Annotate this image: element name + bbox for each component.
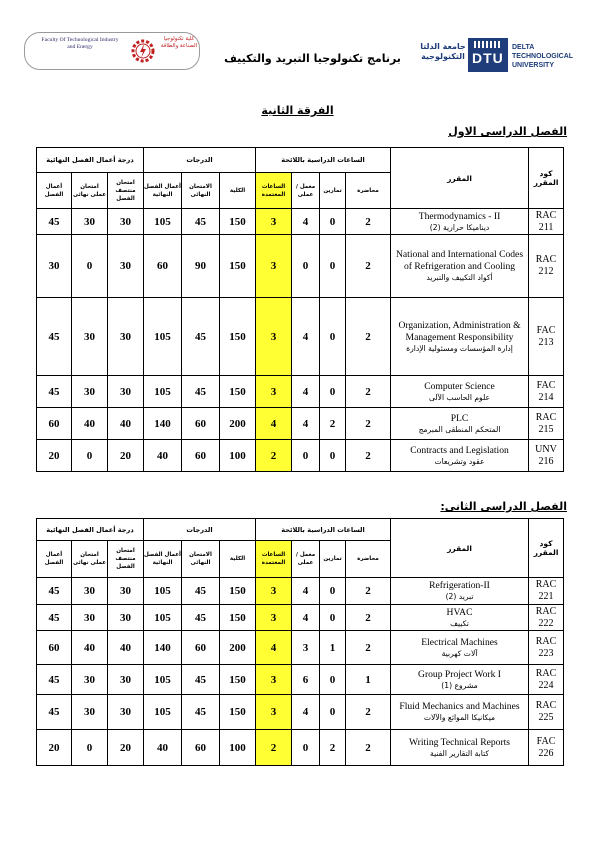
course-name-en: PLC (450, 412, 469, 424)
final-coursework-marks: 40 (144, 440, 182, 472)
practical-final-marks: 30 (72, 665, 108, 695)
course-name (391, 665, 529, 695)
exercise-hours: 1 (320, 631, 346, 665)
total-marks: 100 (220, 440, 256, 472)
exercise-hours: 0 (320, 376, 346, 408)
course-row (37, 408, 564, 440)
course-row (37, 440, 564, 472)
class-work-marks: 20 (37, 440, 72, 472)
course-code: RAC 223 (529, 631, 564, 665)
header-credit: الساعات المعتمدة (256, 173, 292, 209)
midterm-marks: 30 (108, 376, 144, 408)
university-name-en (512, 43, 582, 70)
midterm-marks: 30 (108, 665, 144, 695)
midterm-marks: 30 (108, 235, 144, 298)
midterm-marks: 30 (108, 605, 144, 631)
lecture-hours: 2 (346, 695, 391, 730)
university-initials: DTU (472, 50, 504, 66)
header-code: كود المقرر (529, 148, 564, 209)
course-name (391, 695, 529, 730)
course-name-ar: تكييف (450, 618, 469, 628)
lab-hours: 0 (292, 730, 320, 766)
final-exam-marks: 45 (182, 298, 220, 376)
course-row (37, 605, 564, 631)
header-final-exam: الامتحان النهائى (182, 541, 220, 578)
lab-hours: 4 (292, 209, 320, 235)
course-name-ar: عقود وتشريعات (434, 456, 485, 466)
practical-final-marks: 30 (72, 578, 108, 605)
lab-hours: 4 (292, 298, 320, 376)
course-name-en: Contracts and Legislation (410, 444, 509, 456)
semester-2-title: الفصل الدراسى الثانى: (440, 500, 567, 513)
header-exercises: تمارين (320, 541, 346, 578)
course-name-en: National and International Codes of Refrigeration and Cooling (395, 249, 524, 272)
exercise-hours: 0 (320, 578, 346, 605)
semester-1-table (36, 147, 564, 472)
course-name-en: Fluid Mechanics and Machines (399, 701, 520, 712)
class-work-marks: 30 (37, 235, 72, 298)
final-coursework-marks: 105 (144, 605, 182, 631)
course-name-ar: المتحكم المنطقى المبرمج (418, 424, 501, 434)
lecture-hours: 2 (346, 376, 391, 408)
university-name-en-line2: UNIVERSITY (512, 62, 555, 69)
course-name (391, 730, 529, 766)
total-marks: 150 (220, 605, 256, 631)
course-row (37, 730, 564, 766)
header-midterm: امتحان منتصف الفصل (108, 541, 144, 578)
course-name (391, 235, 529, 298)
credit-hours: 3 (256, 695, 292, 730)
final-exam-marks: 45 (182, 695, 220, 730)
course-row (37, 376, 564, 408)
final-coursework-marks: 105 (144, 209, 182, 235)
lab-hours: 3 (292, 631, 320, 665)
level-title: الفرقة الثانية (261, 104, 334, 117)
course-name (391, 298, 529, 376)
university-name-ar-line1: جامعة الدلتا (420, 42, 466, 51)
header-code: كود المقرر (529, 519, 564, 578)
final-coursework-marks: 105 (144, 578, 182, 605)
course-name-ar: ميكانيكا الموائع والآلات (423, 713, 496, 722)
class-work-marks: 20 (37, 730, 72, 766)
course-name (391, 440, 529, 472)
total-marks: 150 (220, 578, 256, 605)
midterm-marks: 40 (108, 408, 144, 440)
lecture-hours: 2 (346, 408, 391, 440)
final-coursework-marks: 140 (144, 631, 182, 665)
credit-hours: 2 (256, 730, 292, 766)
credit-hours: 3 (256, 578, 292, 605)
course-code: FAC 213 (529, 298, 564, 376)
course-row (37, 665, 564, 695)
midterm-marks: 40 (108, 631, 144, 665)
header-course: المقرر (391, 519, 529, 578)
final-exam-marks: 45 (182, 578, 220, 605)
midterm-marks: 30 (108, 298, 144, 376)
practical-final-marks: 30 (72, 209, 108, 235)
lab-hours: 4 (292, 408, 320, 440)
practical-final-marks: 0 (72, 440, 108, 472)
class-work-marks: 45 (37, 605, 72, 631)
practical-final-marks: 0 (72, 730, 108, 766)
credit-hours: 2 (256, 440, 292, 472)
header-hours-group: الساعات الدراسية باللائحة (256, 148, 391, 173)
header-midterm: امتحان منتصف الفصل (108, 173, 144, 209)
header-class-work: أعمال الفصل (37, 541, 72, 578)
header-credit: الساعات المعتمدة (256, 541, 292, 578)
class-work-marks: 45 (37, 665, 72, 695)
course-name-ar: تبريد (2) (445, 592, 474, 601)
exercise-hours: 0 (320, 235, 346, 298)
midterm-marks: 30 (108, 695, 144, 730)
header-total: الكلية (220, 541, 256, 578)
credit-hours: 3 (256, 298, 292, 376)
exercise-hours: 0 (320, 695, 346, 730)
course-name-ar: أكواد التكييف والتبريد (426, 273, 493, 282)
lecture-hours: 1 (346, 665, 391, 695)
final-coursework-marks: 60 (144, 235, 182, 298)
course-code: UNV 216 (529, 440, 564, 472)
lecture-hours: 2 (346, 298, 391, 376)
course-name-en: Computer Science (424, 380, 495, 392)
practical-final-marks: 30 (72, 376, 108, 408)
final-exam-marks: 60 (182, 440, 220, 472)
final-exam-marks: 45 (182, 665, 220, 695)
course-name (391, 605, 529, 631)
course-code: FAC 214 (529, 376, 564, 408)
course-code: RAC 224 (529, 665, 564, 695)
university-name-ar-line2: التكنولوجية (421, 52, 465, 61)
final-exam-marks: 45 (182, 376, 220, 408)
class-work-marks: 45 (37, 209, 72, 235)
practical-final-marks: 30 (72, 605, 108, 631)
header-hours-group: الساعات الدراسية باللائحة (256, 519, 391, 541)
total-marks: 200 (220, 631, 256, 665)
exercise-hours: 0 (320, 440, 346, 472)
final-exam-marks: 60 (182, 408, 220, 440)
lab-hours: 0 (292, 440, 320, 472)
total-marks: 100 (220, 730, 256, 766)
course-row (37, 578, 564, 605)
credit-hours: 3 (256, 605, 292, 631)
semester-1-title: الفصل الدراسى الاول (448, 125, 567, 138)
course-name-en: Group Project Work I (418, 668, 501, 680)
credit-hours: 3 (256, 665, 292, 695)
header-lecture: محاضرة (346, 541, 391, 578)
lab-hours: 4 (292, 376, 320, 408)
university-logo (418, 38, 578, 74)
lecture-hours: 2 (346, 730, 391, 766)
final-coursework-marks: 40 (144, 730, 182, 766)
practical-final-marks: 30 (72, 298, 108, 376)
practical-final-marks: 40 (72, 408, 108, 440)
program-title: برنامج تكنولوجيا التبريد والتكييف (224, 52, 401, 65)
header-final-exam: الامتحان النهائى (182, 173, 220, 209)
total-marks: 200 (220, 408, 256, 440)
course-name-ar: علوم الحاسب الآلى (428, 392, 491, 402)
gear-lightning-icon (128, 36, 158, 66)
total-marks: 150 (220, 298, 256, 376)
class-work-marks: 60 (37, 631, 72, 665)
university-name-ar (418, 42, 468, 62)
midterm-marks: 20 (108, 440, 144, 472)
final-exam-marks: 45 (182, 605, 220, 631)
exercise-hours: 0 (320, 298, 346, 376)
header-lecture: محاضرة (346, 173, 391, 209)
header-exercises: تمارين (320, 173, 346, 209)
lab-hours: 0 (292, 235, 320, 298)
total-marks: 150 (220, 235, 256, 298)
course-name-ar: كتابة التقارير الفنية (430, 748, 490, 758)
final-exam-marks: 60 (182, 730, 220, 766)
exercise-hours: 0 (320, 605, 346, 631)
final-exam-marks: 90 (182, 235, 220, 298)
final-coursework-marks: 105 (144, 376, 182, 408)
course-name (391, 631, 529, 665)
course-name (391, 376, 529, 408)
course-code: RAC 215 (529, 408, 564, 440)
header-final-coursework: أعمال الفصل النهائية (144, 541, 182, 578)
course-name (391, 578, 529, 605)
header-practical-final: امتحان عملى نهائى (72, 541, 108, 578)
course-code: RAC 222 (529, 605, 564, 631)
header-coursework-group: درجة أعمال الفصل النهائية (37, 148, 144, 173)
class-work-marks: 45 (37, 298, 72, 376)
lab-hours: 6 (292, 665, 320, 695)
exercise-hours: 2 (320, 408, 346, 440)
final-coursework-marks: 105 (144, 665, 182, 695)
header-lab: معمل / عملى (292, 173, 320, 209)
final-coursework-marks: 105 (144, 298, 182, 376)
university-name-en-line1: DELTA TECHNOLOGICAL (512, 44, 574, 60)
university-mark-icon (468, 38, 508, 72)
header-class-work: أعمال الفصل (37, 173, 72, 209)
final-exam-marks: 45 (182, 209, 220, 235)
course-code: RAC 212 (529, 235, 564, 298)
header-total: الكلية (220, 173, 256, 209)
practical-final-marks: 30 (72, 695, 108, 730)
faculty-logo-en: Faculty Of Technological Industry and Energy (41, 37, 119, 50)
lecture-hours: 2 (346, 605, 391, 631)
final-coursework-marks: 105 (144, 695, 182, 730)
course-name-en: Writing Technical Reports (408, 736, 511, 748)
course-name-en: Organization, Administration & Management Responsibility (398, 319, 521, 343)
exercise-hours: 0 (320, 209, 346, 235)
credit-hours: 3 (256, 235, 292, 298)
course-code: RAC 211 (529, 209, 564, 235)
lecture-hours: 2 (346, 631, 391, 665)
lecture-hours: 2 (346, 578, 391, 605)
lab-hours: 4 (292, 695, 320, 730)
header-practical-final: امتحان عملى نهائى (72, 173, 108, 209)
course-name (391, 209, 529, 235)
course-name-ar: مشروع (1) (441, 680, 478, 690)
lecture-hours: 2 (346, 235, 391, 298)
lab-hours: 4 (292, 578, 320, 605)
course-name-en: Refrigeration-II (429, 580, 490, 591)
lecture-hours: 2 (346, 440, 391, 472)
class-work-marks: 60 (37, 408, 72, 440)
course-name-ar: ديناميكا حرارية (2) (429, 222, 490, 232)
total-marks: 150 (220, 376, 256, 408)
class-work-marks: 45 (37, 376, 72, 408)
course-name-en: HVAC (446, 606, 473, 618)
exercise-hours: 0 (320, 665, 346, 695)
header-final-coursework: أعمال الفصل النهائية (144, 173, 182, 209)
course-code: FAC 226 (529, 730, 564, 766)
course-name (391, 408, 529, 440)
class-work-marks: 45 (37, 578, 72, 605)
practical-final-marks: 40 (72, 631, 108, 665)
lecture-hours: 2 (346, 209, 391, 235)
final-coursework-marks: 140 (144, 408, 182, 440)
credit-hours: 4 (256, 408, 292, 440)
practical-final-marks: 0 (72, 235, 108, 298)
header-course: المقرر (391, 148, 529, 209)
course-name-en: Electrical Machines (421, 636, 498, 648)
final-exam-marks: 60 (182, 631, 220, 665)
course-row (37, 235, 564, 298)
university-mark-stripes (474, 41, 502, 48)
midterm-marks: 20 (108, 730, 144, 766)
header-grades-group: الدرجات (144, 519, 256, 541)
course-row (37, 209, 564, 235)
credit-hours: 4 (256, 631, 292, 665)
course-name-ar: آلات كهربية (441, 648, 478, 658)
total-marks: 150 (220, 209, 256, 235)
course-row (37, 298, 564, 376)
class-work-marks: 45 (37, 695, 72, 730)
midterm-marks: 30 (108, 578, 144, 605)
course-code: RAC 221 (529, 578, 564, 605)
course-row (37, 631, 564, 665)
course-name-en: Thermodynamics - II (418, 210, 501, 222)
credit-hours: 3 (256, 209, 292, 235)
total-marks: 150 (220, 665, 256, 695)
lab-hours: 4 (292, 605, 320, 631)
midterm-marks: 30 (108, 209, 144, 235)
total-marks: 150 (220, 695, 256, 730)
exercise-hours: 2 (320, 730, 346, 766)
semester-2-table (36, 518, 564, 766)
course-row (37, 695, 564, 730)
credit-hours: 3 (256, 376, 292, 408)
header-coursework-group: درجة أعمال الفصل النهائية (37, 519, 144, 541)
header-grades-group: الدرجات (144, 148, 256, 173)
course-name-ar: إدارة المؤسسات ومسئولية الإدارة (406, 343, 513, 353)
faculty-logo-ar: كلية تكنولوجيا الصناعة والطاقة (160, 36, 198, 49)
header-lab: معمل / عملى (292, 541, 320, 578)
faculty-logo (24, 32, 200, 70)
course-code: RAC 225 (529, 695, 564, 730)
